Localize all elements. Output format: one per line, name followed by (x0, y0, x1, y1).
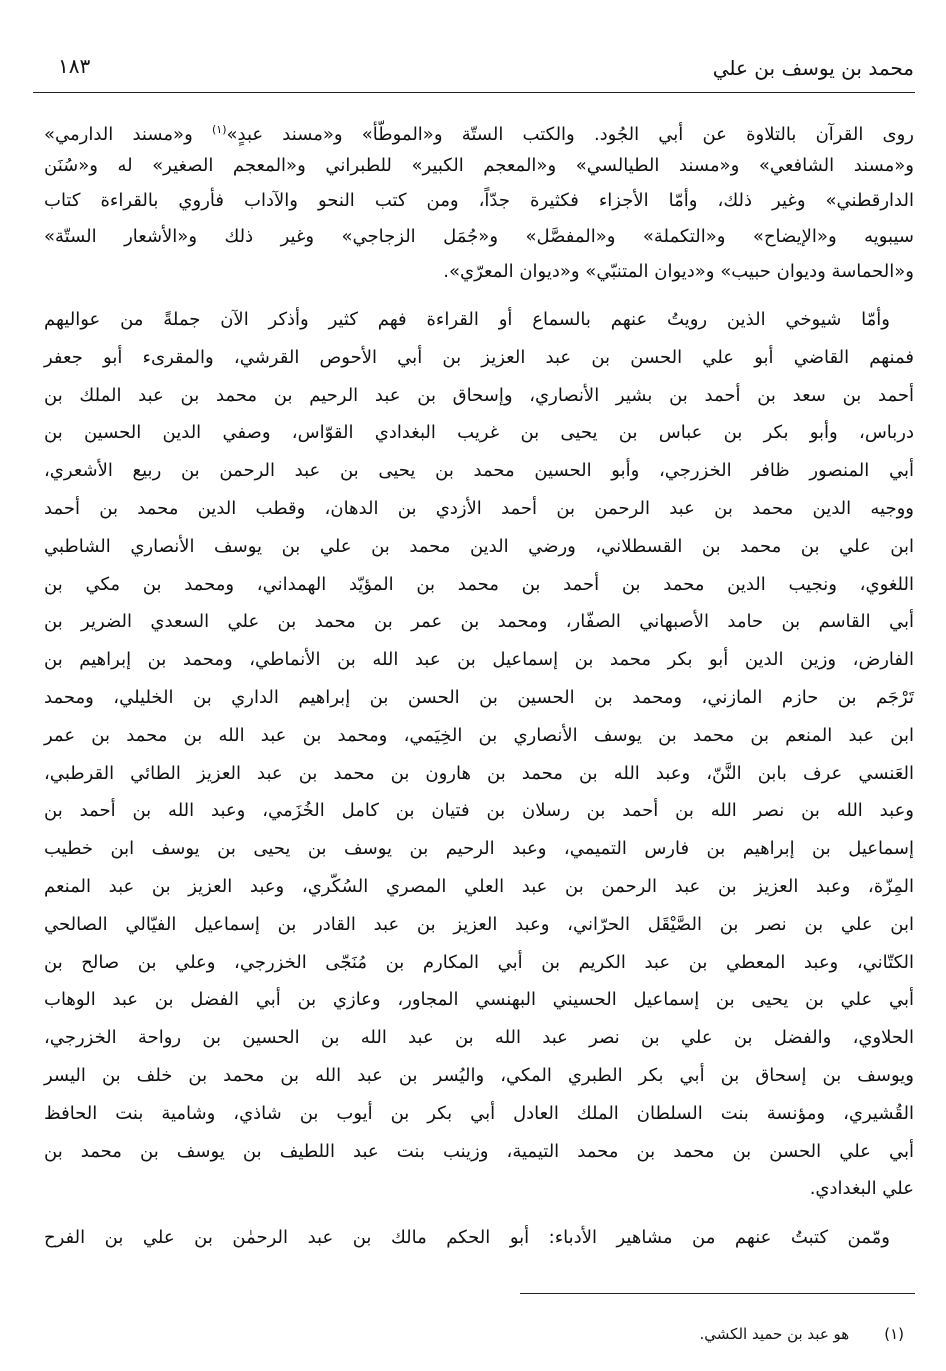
text-line (44, 906, 914, 944)
text-line (44, 301, 914, 339)
text-line (44, 377, 914, 415)
line-text: العَنسي عرف بابن النَّنّ، وعبد الله بن محمد بن هارون بن محمد بن عبد العزيز الطائي القرطبي، (44, 762, 914, 784)
footnote (700, 1325, 904, 1343)
line-text: فمنهم القاضي أبو علي الحسن بن عبد العزيز بن أبي الأحوص القرشي، والمقرىء أبو جعفر (44, 346, 914, 368)
line-text: ابن علي بن نصر بن الصَّيْقَل الحرّاني، وعبد العزيز بن عبد القادر بن إسماعيل الفيّالي الصالحي (44, 913, 914, 935)
text-line (44, 679, 914, 717)
line-text: و«مسند الشافعي» و«مسند الطيالسي» و«المعجم الكبير» للطبراني و«المعجم الصغير» له و«سُنَن (44, 154, 914, 176)
footnote-marker[interactable]: (١) (211, 123, 227, 136)
text-line (44, 981, 914, 1019)
text-line (44, 717, 914, 755)
paragraph-teachers (44, 301, 914, 1208)
line-text: ويوسف بن إسحاق بن أبي بكر الطبري المكي، واليُسر بن عبد الله بن محمد بن خلف بن اليسر (44, 1064, 914, 1086)
line-text: سيبويه و«الإيضاح» و«التكملة» و«المفصَّل» و«جُمَل الزجاجي» وغير ذلك و«الأشعار الستّة» (44, 225, 914, 247)
running-title: محمد بن يوسف بن علي (712, 56, 914, 80)
text-line (44, 148, 914, 184)
line-text: ابن عبد المنعم بن محمد بن يوسف الأنصاري بن الخِيَمي، ومحمد بن عبد الله بن محمد بن عمر (44, 724, 914, 746)
text-line (44, 868, 914, 906)
line-text: أبي القاسم بن حامد الأصبهاني الصفّار، ومحمد بن عمر بن محمد بن علي السعدي الضرير بن (44, 611, 914, 633)
text-line (44, 339, 914, 377)
line-text: الحلاوي، والفضل بن علي بن نصر عبد الله بن عبد الله بن الحسين بن رواحة الخزرجي، (44, 1027, 914, 1049)
text-line (44, 452, 914, 490)
text-line (44, 566, 914, 604)
line-text: الفارض، وزين الدين أبو بكر محمد بن إسماعيل بن عبد الله بن الأنماطي، ومحمد بن إبراهيم بن (44, 649, 914, 671)
line-text: تَرْجَم بن حازم المازني، ومحمد بن الحسين بن الحسن بن إبراهيم الداري بن الخليلي، ومحمد (44, 686, 914, 708)
line-text-tail: و«مسند الدارمي» (44, 124, 212, 145)
text-line (44, 641, 914, 679)
line-text: اللغوي، ونجيب الدين محمد بن أحمد بن محمد بن المؤيّد الهمداني، ومحمد بن مكي بن (44, 573, 914, 595)
text-line (44, 183, 914, 219)
line-text: إسماعيل بن إبراهيم بن فارس التميمي، وعبد الرحيم بن يوسف بن يحيى بن يوسف ابن خطيب (44, 838, 914, 860)
line-text: وأمّا شيوخي الذين رويتُ عنهم بالسماع أو القراءة فهم كثير وأذكر الآن جملةً من عواليهم (44, 309, 890, 330)
text-line (44, 1170, 914, 1208)
line-text: ووجيه الدين محمد بن عبد الرحمن بن أحمد الأزدي بن الدهان، وقطب الدين محمد بن أحمد (44, 497, 914, 519)
text-line (44, 414, 914, 452)
text-line (44, 603, 914, 641)
line-text: أحمد بن سعد بن أحمد بن بشير الأنصاري، وإسحاق بن عبد الرحيم بن محمد بن عبد الملك بن (44, 384, 914, 406)
text-line (44, 1133, 914, 1171)
line-text: القُشيري، ومؤنسة بنت السلطان الملك العادل أبي بكر بن أيوب بن شاذي، وشامية بنت الحافظ (44, 1102, 914, 1124)
line-text: درباس، وأبو بكر بن عباس بن يحيى بن غريب البغدادي القوّاس، وصفي الدين الحسين بن (44, 422, 914, 444)
text-line (44, 219, 914, 255)
text-line (44, 254, 914, 290)
text-line (44, 1095, 914, 1133)
paragraph-literati (44, 1220, 914, 1256)
footnote-text: هو عبد بن حميد الكشي. (699, 1325, 850, 1343)
text-line (44, 1019, 914, 1057)
line-text: أبي المنصور ظافر الخزرجي، وأبو الحسين محمد بن يحيى بن عبد الرحمن بن ربيع الأشعري، (44, 460, 914, 482)
line-text: المِزّة، وعبد العزيز بن عبد الرحمن بن عبد العلي المصري السُكّري، وعبد العزيز بن عبد المنعم (44, 875, 914, 897)
text-line (44, 755, 914, 793)
line-text: و«الحماسة وديوان حبيب» و«ديوان المتنبّي» و«ديوان المعرّي». (443, 261, 914, 282)
text-line (44, 944, 914, 982)
text-line (44, 1220, 914, 1256)
line-text: روى القرآن بالتلاوة عن أبي الجُود. والكتب الستّة و«الموطّأ» و«مسند عبدٍ» (226, 124, 914, 145)
footnote-divider (520, 1293, 915, 1294)
line-text: علي البغدادي. (809, 1178, 914, 1200)
paragraph-books (44, 112, 914, 290)
line-text: ابن علي بن محمد بن القسطلاني، ورضي الدين محمد بن علي بن يوسف الأنصاري الشاطبي (44, 535, 914, 557)
text-line (44, 1057, 914, 1095)
line-text: الدارقطني» وغير ذلك، وأمّا الأجزاء فكثيرة جدّاً، ومن كتب النحو والآداب فأروي بالقراءة كتاب (44, 190, 914, 211)
text-line (44, 112, 914, 148)
text-line (44, 490, 914, 528)
page-number: ١٨٣ (58, 54, 91, 78)
line-text: أبي علي بن يحيى بن إسماعيل الحسيني البهنسي المجاور، وعازي بن أبي الفضل بن عبد الوهاب (44, 989, 914, 1011)
line-text: الكتّاني، وعبد المعطي بن عبد الكريم بن أبي المكارم بن مُنَجّى الخزرجي، وعلي بن صالح بن (44, 951, 914, 973)
header-divider (33, 92, 915, 93)
line-text: أبي علي الحسن بن محمد بن محمد التيمية، وزينب بنت عبد اللطيف بن يوسف بن محمد بن (44, 1140, 914, 1162)
line-text: وعبد الله بن نصر الله بن أحمد بن رسلان بن فتيان بن كامل الخُزَمي، وعبد الله بن أحمد بن (44, 800, 914, 822)
text-line (44, 830, 914, 868)
footnote-number: (١) (884, 1325, 904, 1343)
text-line (44, 792, 914, 830)
line-text: ومّمن كتبتُ عنهم من مشاهير الأدباء: أبو الحكم مالك بن عبد الرحمٰن بن علي بن الفرح (44, 1227, 890, 1248)
text-line (44, 528, 914, 566)
